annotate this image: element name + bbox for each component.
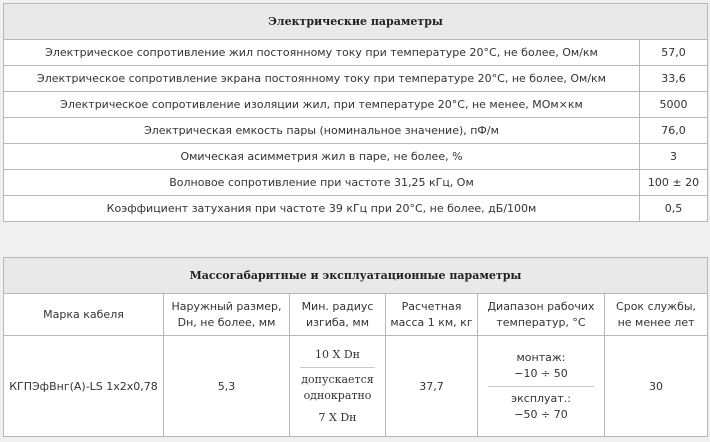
- electrical-param-value: 33,6: [640, 66, 708, 92]
- electrical-row: [4, 92, 708, 118]
- header-bend-radius: Мин. радиус изгиба, мм: [290, 294, 386, 336]
- radius-note-1: допускается: [301, 372, 374, 386]
- temp-mount-label: монтаж:: [516, 350, 566, 364]
- header-weight: Расчетная масса 1 км, кг: [386, 294, 478, 336]
- cell-weight: 37,7: [386, 336, 478, 437]
- temp-op-label: эксплуат.:: [511, 391, 571, 405]
- temp-op-range: −50 ÷ 70: [514, 407, 568, 421]
- mass-parameters-title: Массогабаритные и эксплуатационные параметры: [4, 258, 708, 294]
- electrical-param-value: 0,5: [640, 196, 708, 222]
- cell-brand: КГПЭфВнг(А)-LS 1х2х0,78: [4, 336, 164, 437]
- radius-note-2: однократно: [303, 388, 372, 402]
- cell-bend-radius: [290, 336, 386, 437]
- electrical-parameters-title: Электрические параметры: [4, 4, 708, 40]
- electrical-param-value: 100 ± 20: [640, 170, 708, 196]
- header-brand: Марка кабеля: [4, 294, 164, 336]
- electrical-row: [4, 144, 708, 170]
- electrical-param-label: Электрическое сопротивление жил постоянному току при температуре 20°С, не более, Ом/км: [4, 40, 640, 66]
- electrical-param-label: Волновое сопротивление при частоте 31,25 кГц, Ом: [4, 170, 640, 196]
- electrical-param-value: 57,0: [640, 40, 708, 66]
- electrical-param-label: Коэффициент затухания при частоте 39 кГц при 20°С, не более, дБ/100м: [4, 196, 640, 222]
- electrical-row: [4, 196, 708, 222]
- cell-temperature: [478, 336, 605, 437]
- electrical-param-value: 5000: [640, 92, 708, 118]
- electrical-row: [4, 66, 708, 92]
- header-outer-size: Наружный размер, Dн, не более, мм: [164, 294, 290, 336]
- electrical-row: [4, 40, 708, 66]
- electrical-param-value: 3: [640, 144, 708, 170]
- cell-service-life: 30: [605, 336, 708, 437]
- electrical-parameters-table: [3, 3, 708, 222]
- electrical-param-label: Электрическое сопротивление экрана постоянному току при температуре 20°С, не более, Ом/км: [4, 66, 640, 92]
- electrical-param-label: Омическая асимметрия жил в паре, не более, %: [4, 144, 640, 170]
- cell-outer-size: 5,3: [164, 336, 290, 437]
- header-service-life: Срок службы, не менее лет: [605, 294, 708, 336]
- radius-main: 10 Х Dн: [315, 347, 360, 361]
- electrical-param-label: Электрическое сопротивление изоляции жил, при температуре 20°С, не менее, МОм×км: [4, 92, 640, 118]
- electrical-param-label: Электрическая емкость пары (номинальное значение), пФ/м: [4, 118, 640, 144]
- electrical-row: [4, 170, 708, 196]
- radius-alt: 7 Х Dн: [318, 410, 357, 424]
- header-temperature: Диапазон рабочих температур, °С: [478, 294, 605, 336]
- electrical-param-value: 76,0: [640, 118, 708, 144]
- mass-parameters-table: [3, 257, 708, 437]
- electrical-row: [4, 118, 708, 144]
- temp-mount-range: −10 ÷ 50: [514, 366, 568, 380]
